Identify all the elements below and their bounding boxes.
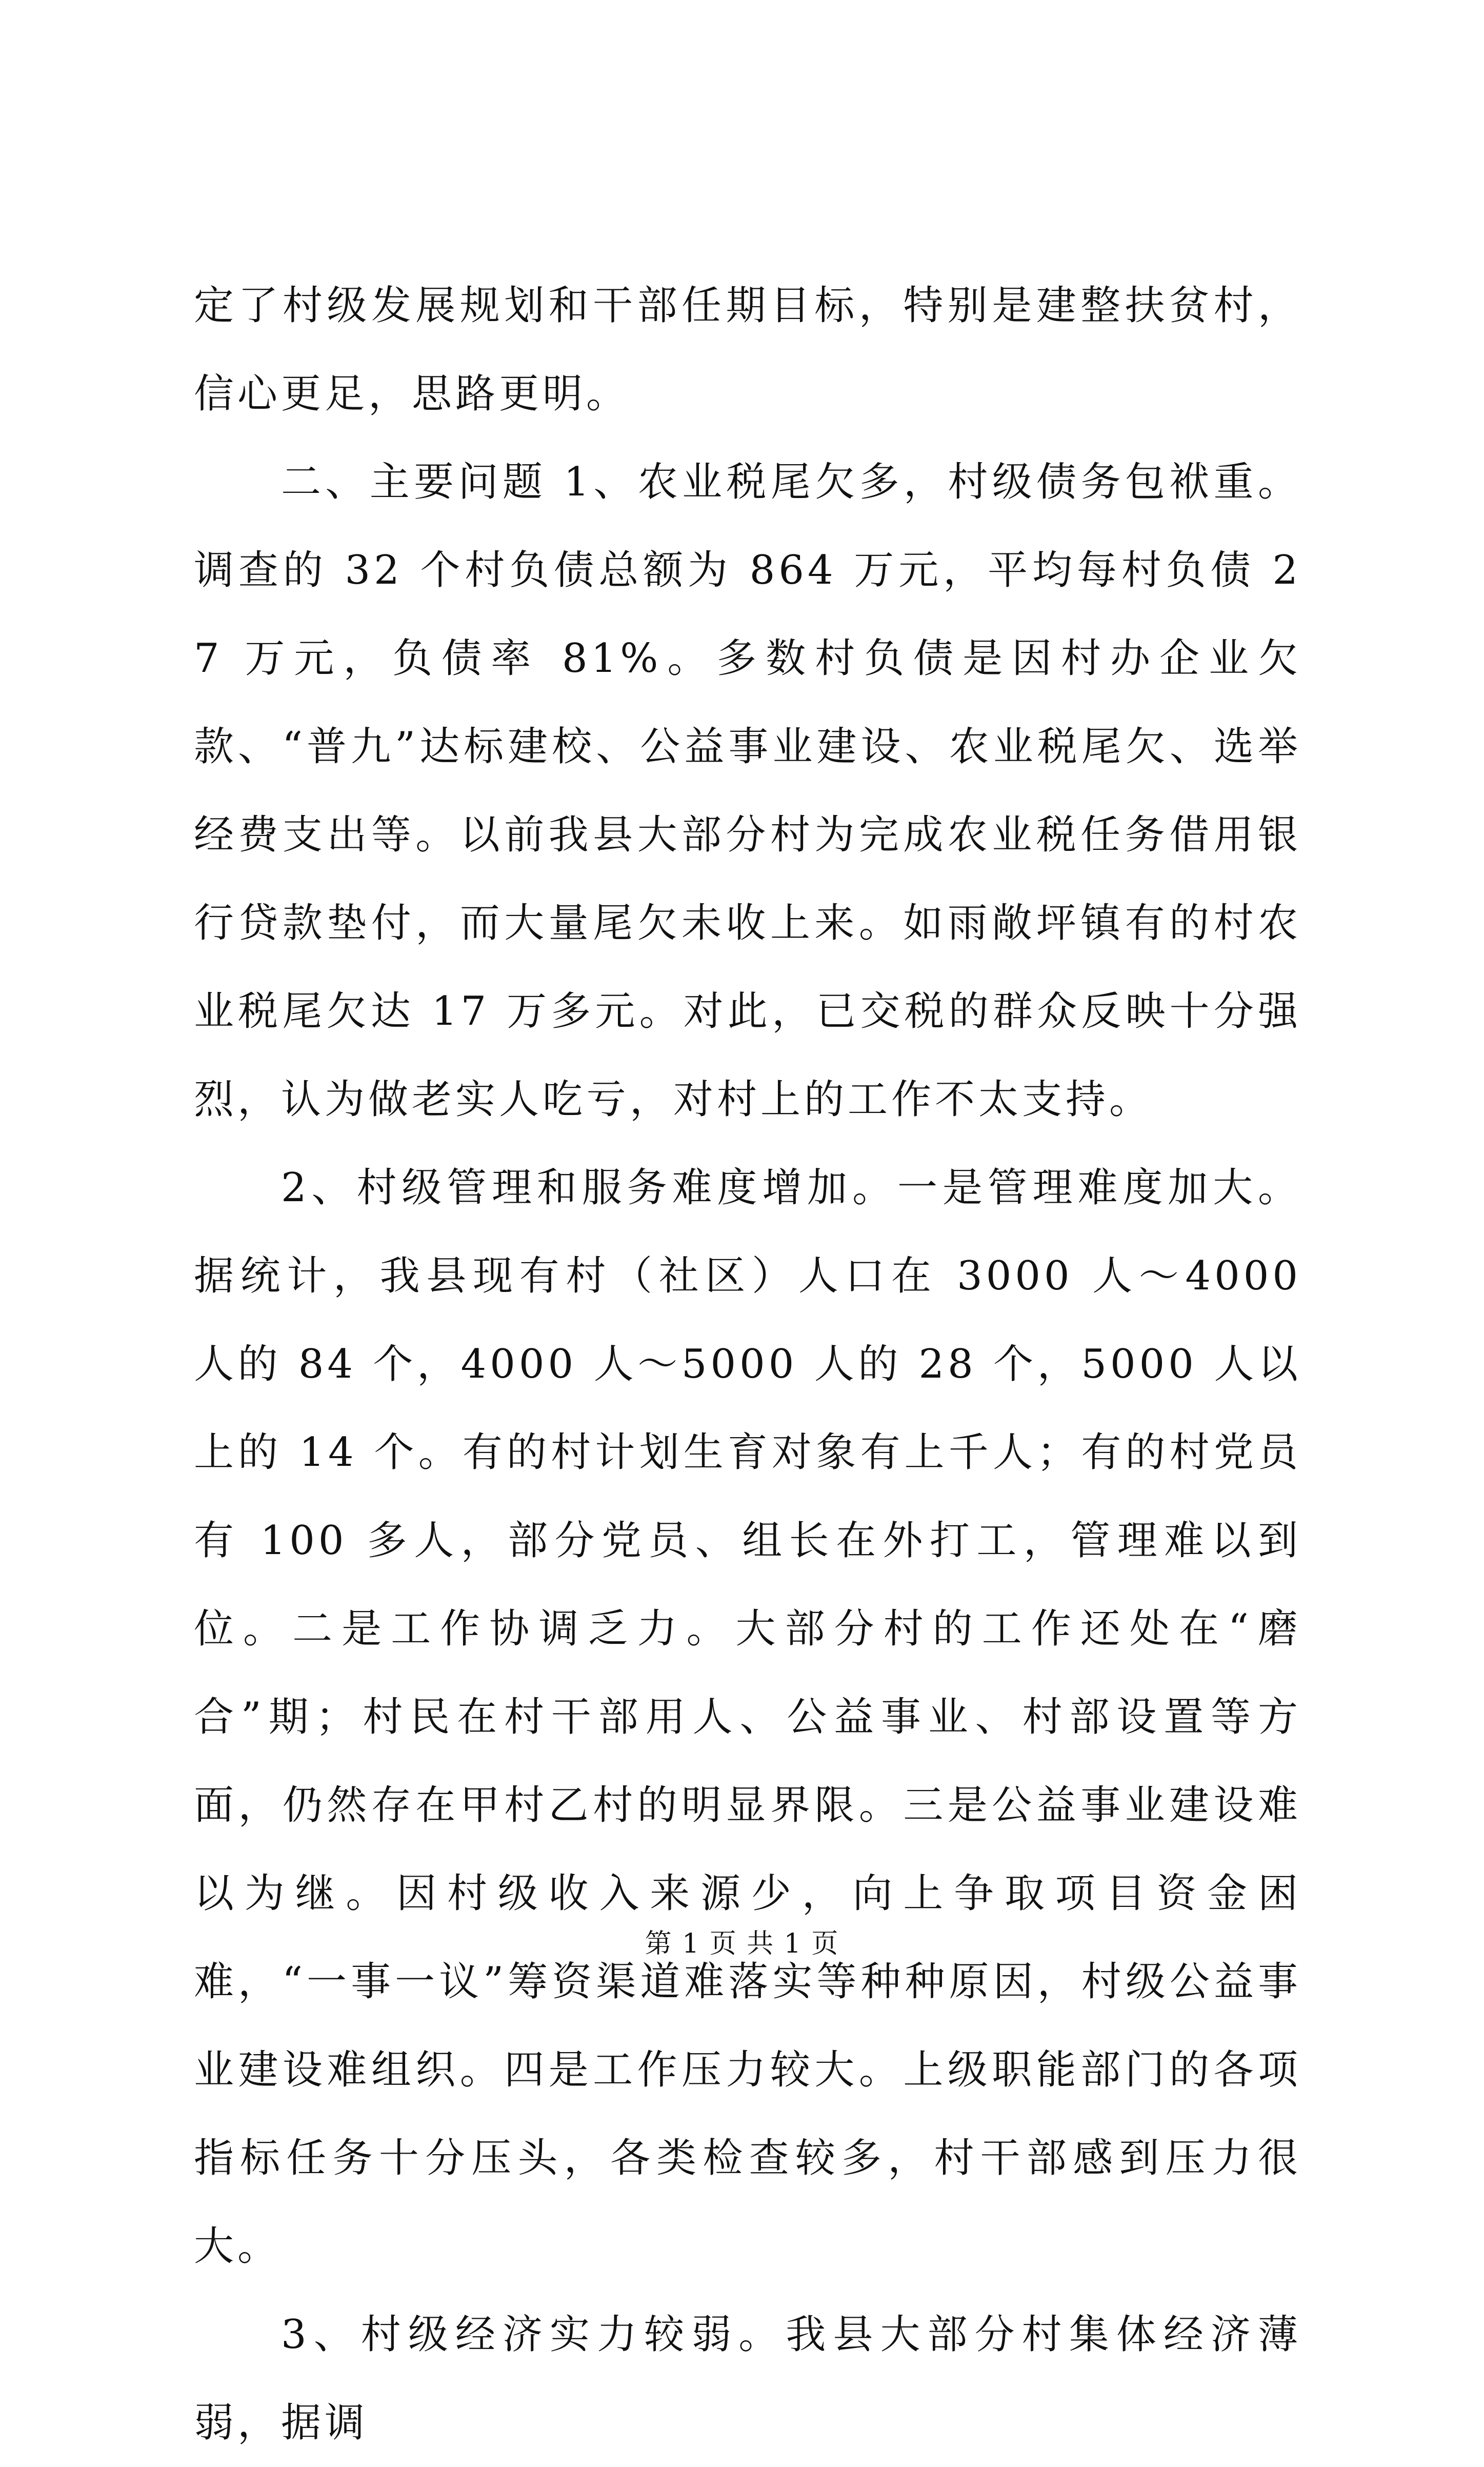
paragraph-economic-strength: 3、村级经济实力较弱。我县大部分村集体经济薄弱，据调 [194, 2312, 1301, 2446]
document-body [194, 262, 1301, 2467]
page-footer: 第 1 页 共 1 页 [645, 1928, 839, 1959]
paragraph-main-problems: 二、主要问题 1、农业税尾欠多，村级债务包袱重。调查的 32 个村负债总额为 864 万元，平均每村负债 27 万元，负债率 81%。多数村负债是因村办企业欠款、“普九”达标建校、公益事业建设、农业税尾欠、选举经费支出等。以前我县大部分村为完成农业税任务借用银行贷款垫付，而大量尾欠未收上来。如雨敞坪镇有的村农业税尾欠达 17 万多元。对此，已交税的群众反映十分强烈，认为做老实人吃亏，对村上的工作不太支持。 [194, 459, 1301, 1123]
paragraph-continuation: 定了村级发展规划和干部任期目标，特别是建整扶贫村，信心更足，思路更明。 [194, 283, 1301, 417]
paragraph-management-difficulty: 2、村级管理和服务难度增加。一是管理难度加大。据统计，我县现有村（社区）人口在 3000 人～4000 人的 84 个，4000 人～5000 人的 28 个，5000 人以上的 14 个。有的村计划生育对象有上千人；有的村党员有 100 多人，部分党员、组长在外打工，管理难以到位。二是工作协调乏力。大部分村的工作还处在“磨合”期；村民在村干部用人、公益事业、村部设置等方面，仍然存在甲村乙村的明显界限。三是公益事业建设难以为继。因村级收入来源少，向上争取项目资金困难，“一事一议”筹资渠道难落实等种种原因，村级公益事业建设难组织。四是工作压力较大。上级职能部门的各项指标任务十分压头，各类检查较多，村干部感到压力很大。 [194, 1165, 1301, 2270]
